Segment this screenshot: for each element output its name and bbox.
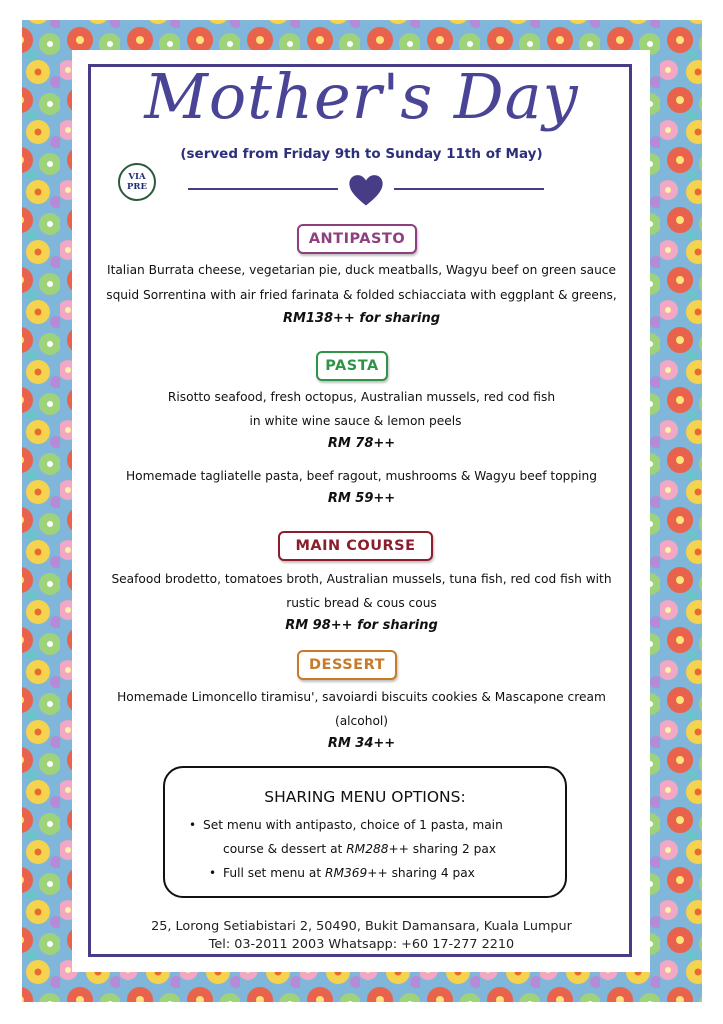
pasta-item1-line1: Risotto seafood, fresh octopus, Australian mussels, red cod fish <box>167 390 556 404</box>
sharing-option2-pre: Full set menu at <box>223 866 326 880</box>
main-course-description-line2: rustic bread & cous cous <box>286 596 437 610</box>
footer-address: 25, Lorong Setiabistari 2, 50490, Bukit Damansara, Kuala Lumpur <box>151 919 572 934</box>
sharing-option2-price: RM369++ <box>325 866 388 880</box>
pasta-item2-price: RM 59++ <box>327 491 396 506</box>
sharing-options-box <box>163 766 567 898</box>
antipasto-description-line1: Italian Burrata cheese, vegetarian pie, duck meatballs, Wagyu beef on green sauce <box>106 263 617 277</box>
main-course-description-line1: Seafood brodetto, tomatoes broth, Australian mussels, tuna fish, red cod fish with <box>111 572 612 586</box>
antipasto-heading: ANTIPASTO <box>297 224 417 254</box>
sharing-options-title: SHARING MENU OPTIONS: <box>264 788 466 806</box>
bullet-icon: • <box>189 818 197 832</box>
dessert-description-line1: Homemade Limoncello tiramisu', savoiardi biscuits cookies & Mascapone cream <box>117 690 606 704</box>
divider-left <box>188 188 338 190</box>
pasta-item2-line1: Homemade tagliatelle pasta, beef ragout, mushrooms & Wagyu beef topping <box>126 469 597 483</box>
dessert-price: RM 34++ <box>327 736 396 751</box>
main-course-heading: MAIN COURSE <box>278 531 433 561</box>
antipasto-description-line2: squid Sorrentina with air fried farinata & folded schiacciata with eggplant & greens, <box>106 288 617 302</box>
bullet-icon: • <box>209 866 217 880</box>
pasta-item1-line2: in white wine sauce & lemon peels <box>249 414 462 428</box>
dessert-description-line2: (alcohol) <box>334 714 389 728</box>
divider-right <box>394 188 544 190</box>
antipasto-price: RM138++ for sharing <box>282 311 441 326</box>
pasta-heading: PASTA <box>316 351 388 381</box>
sharing-option1-pre: course & dessert at <box>223 842 347 856</box>
pasta-item1-price: RM 78++ <box>327 436 396 451</box>
sharing-option1-line2 <box>223 842 496 856</box>
serving-dates: (served from Friday 9th to Sunday 11th of May) <box>180 146 543 162</box>
logo-text-line2: PRE <box>127 182 147 192</box>
sharing-option1-price: RM288++ <box>346 842 409 856</box>
sharing-option1-post: sharing 2 pax <box>408 842 497 856</box>
sharing-option1-line1: Set menu with antipasto, choice of 1 pasta, main <box>203 818 503 832</box>
dessert-heading: DESSERT <box>297 650 397 680</box>
restaurant-logo <box>118 163 156 201</box>
logo-text-line1: VIA <box>128 172 146 182</box>
heart-icon <box>347 171 385 209</box>
main-course-price: RM 98++ for sharing <box>285 618 438 633</box>
footer-contact: Tel: 03-2011 2003 Whatsapp: +60 17-277 2210 <box>208 937 515 952</box>
sharing-option2 <box>223 866 475 880</box>
page-title: Mother's Day <box>144 60 579 133</box>
sharing-option2-post: sharing 4 pax <box>387 866 475 880</box>
